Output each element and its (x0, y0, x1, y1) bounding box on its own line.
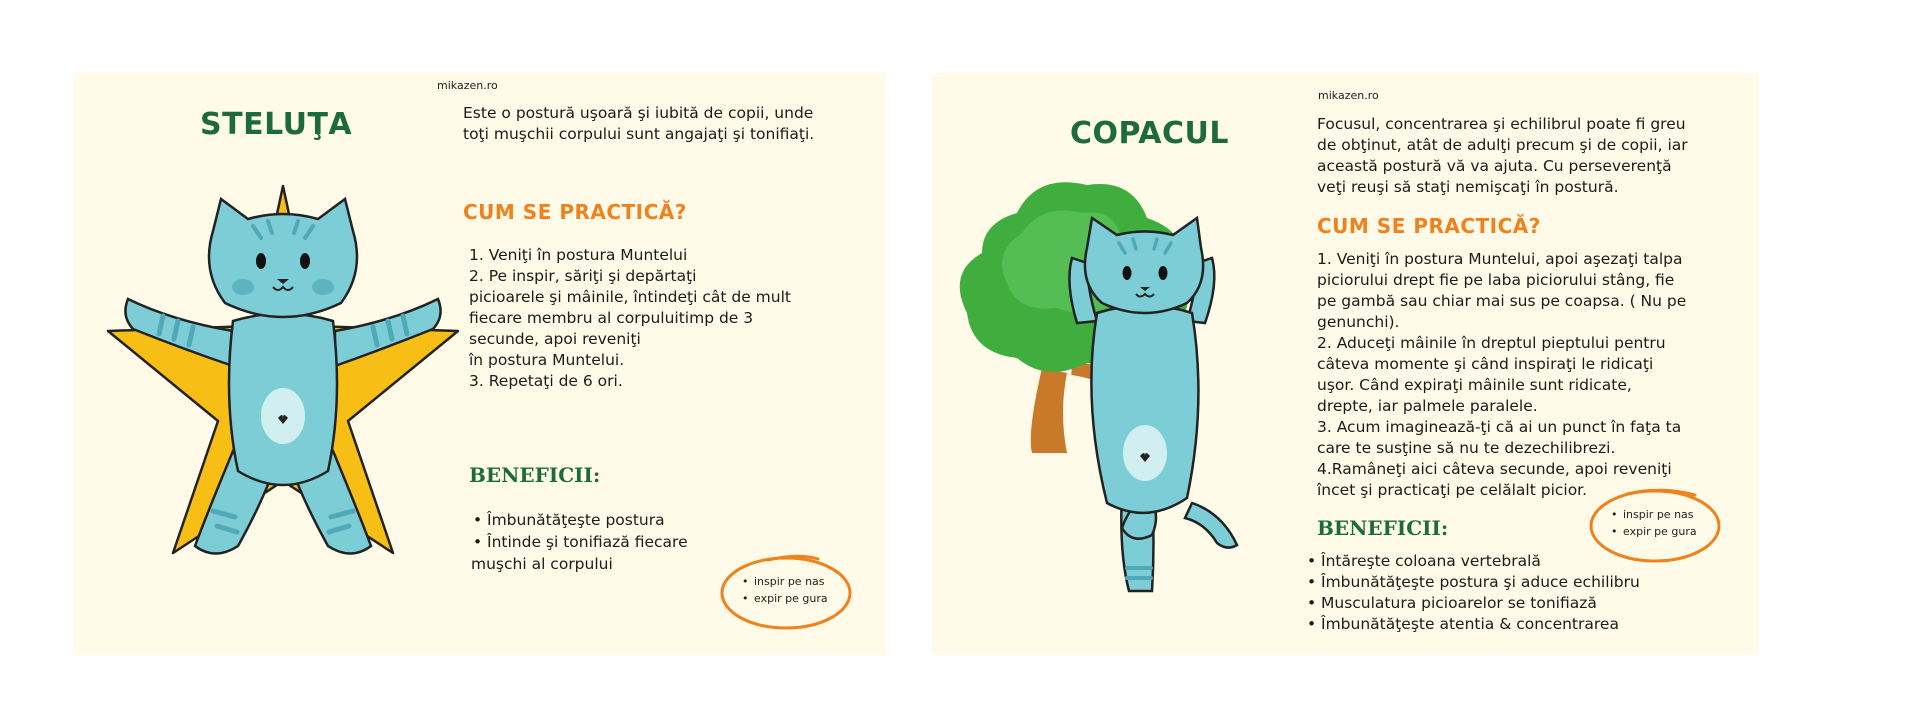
intro-line: veţi reuşi să staţi nemişcaţi în postură. (1317, 178, 1619, 196)
step-line: 2. Aduceţi mâinile în dreptul pieptului pentru (1317, 334, 1666, 352)
breathing-note (1587, 486, 1727, 566)
pose-title: COPACUL (1070, 116, 1229, 151)
star-cat-illustration (103, 181, 463, 571)
intro-line: Este o postură uşoară şi iubită de copii, unde (463, 104, 814, 122)
breathing-item: • inspir pe nas (742, 573, 828, 590)
breathing-item: • expir pe gura (742, 590, 828, 607)
site-watermark: mikazen.ro (1318, 89, 1379, 102)
step-line: care te susţine să nu te dezechilibrezi. (1317, 439, 1616, 457)
step-line: picioarele şi mâinile, întindeţi cât de mult (469, 288, 791, 306)
intro-text (1317, 114, 1688, 198)
step-line: 2. Pe inspir, săriţi şi depărtaţi (469, 267, 697, 285)
tree-cat-illustration (947, 173, 1247, 613)
benefits-heading: BENEFICII: (1317, 516, 1449, 540)
benefit-item: • Îmbunătăţeşte postura şi aduce echilibru (1305, 572, 1640, 593)
step-line: 3. Repetaţi de 6 ori. (469, 372, 623, 390)
benefit-item-continuation: muşchi al corpului (471, 555, 613, 573)
pose-card-copacul (932, 73, 1759, 655)
steps-list (1317, 249, 1686, 501)
benefits-list (471, 509, 688, 575)
site-watermark: mikazen.ro (437, 79, 498, 92)
breathing-item: • inspir pe nas (1611, 506, 1697, 523)
step-line: genunchi). (1317, 313, 1400, 331)
step-line: piciorului drept fie pe laba piciorului stâng, fie (1317, 271, 1675, 289)
breathing-list (1611, 506, 1697, 540)
pose-title: STELUŢA (200, 107, 353, 142)
how-to-heading: CUM SE PRACTICĂ? (1317, 214, 1541, 238)
step-line: 4.Ramâneţi aici câteva secunde, apoi reveniţi (1317, 460, 1672, 478)
step-line: pe gambă sau chiar mai sus pe coapsa. ( Nu pe (1317, 292, 1687, 310)
step-line: secunde, apoi reveniţi (469, 330, 641, 348)
intro-text (463, 103, 814, 145)
cat-figure (1069, 218, 1237, 591)
intro-line: Focusul, concentrarea şi echilibrul poate fi greu (1317, 115, 1686, 133)
breathing-note (718, 551, 858, 631)
how-to-heading: CUM SE PRACTICĂ? (463, 200, 687, 224)
step-line: 1. Veniţi în postura Muntelui (469, 246, 688, 264)
step-line: uşor. Când expiraţi mâinile sunt ridicate, (1317, 376, 1632, 394)
benefit-item: • Întinde şi tonifiază fiecare (471, 531, 688, 553)
step-line: câteva momente şi când inspiraţi le ridicaţi (1317, 355, 1654, 373)
step-line: drepte, iar palmele paralele. (1317, 397, 1538, 415)
intro-line: această postură vă va ajuta. Cu perseverenţă (1317, 157, 1672, 175)
step-line: fiecare membru al corpuluitimp de 3 (469, 309, 754, 327)
steps-list (469, 245, 791, 392)
step-line: în postura Muntelui. (469, 351, 625, 369)
breathing-item: • expir pe gura (1611, 523, 1697, 540)
benefits-heading: BENEFICII: (469, 463, 601, 487)
benefit-item: • Întăreşte coloana vertebrală (1305, 551, 1640, 572)
benefit-item: • Îmbunătăţeşte atentia & concentrarea (1305, 614, 1640, 635)
pose-card-steluta (73, 73, 886, 655)
intro-line: de obţinut, atât de adulţi precum şi de copii, iar (1317, 136, 1688, 154)
step-line: 1. Veniţi în postura Muntelui, apoi aşezaţi talpa (1317, 250, 1683, 268)
step-line: 3. Acum imaginează-ţi că ai un punct în faţa ta (1317, 418, 1682, 436)
intro-line: toţi muşchii corpului sunt angajaţi şi tonifiaţi. (463, 125, 815, 143)
breathing-list (742, 573, 828, 607)
step-line: încet şi practicaţi pe celălalt picior. (1317, 481, 1588, 499)
benefit-item: • Îmbunătăţeşte postura (471, 509, 688, 531)
benefit-item: • Musculatura picioarelor se tonifiază (1305, 593, 1640, 614)
